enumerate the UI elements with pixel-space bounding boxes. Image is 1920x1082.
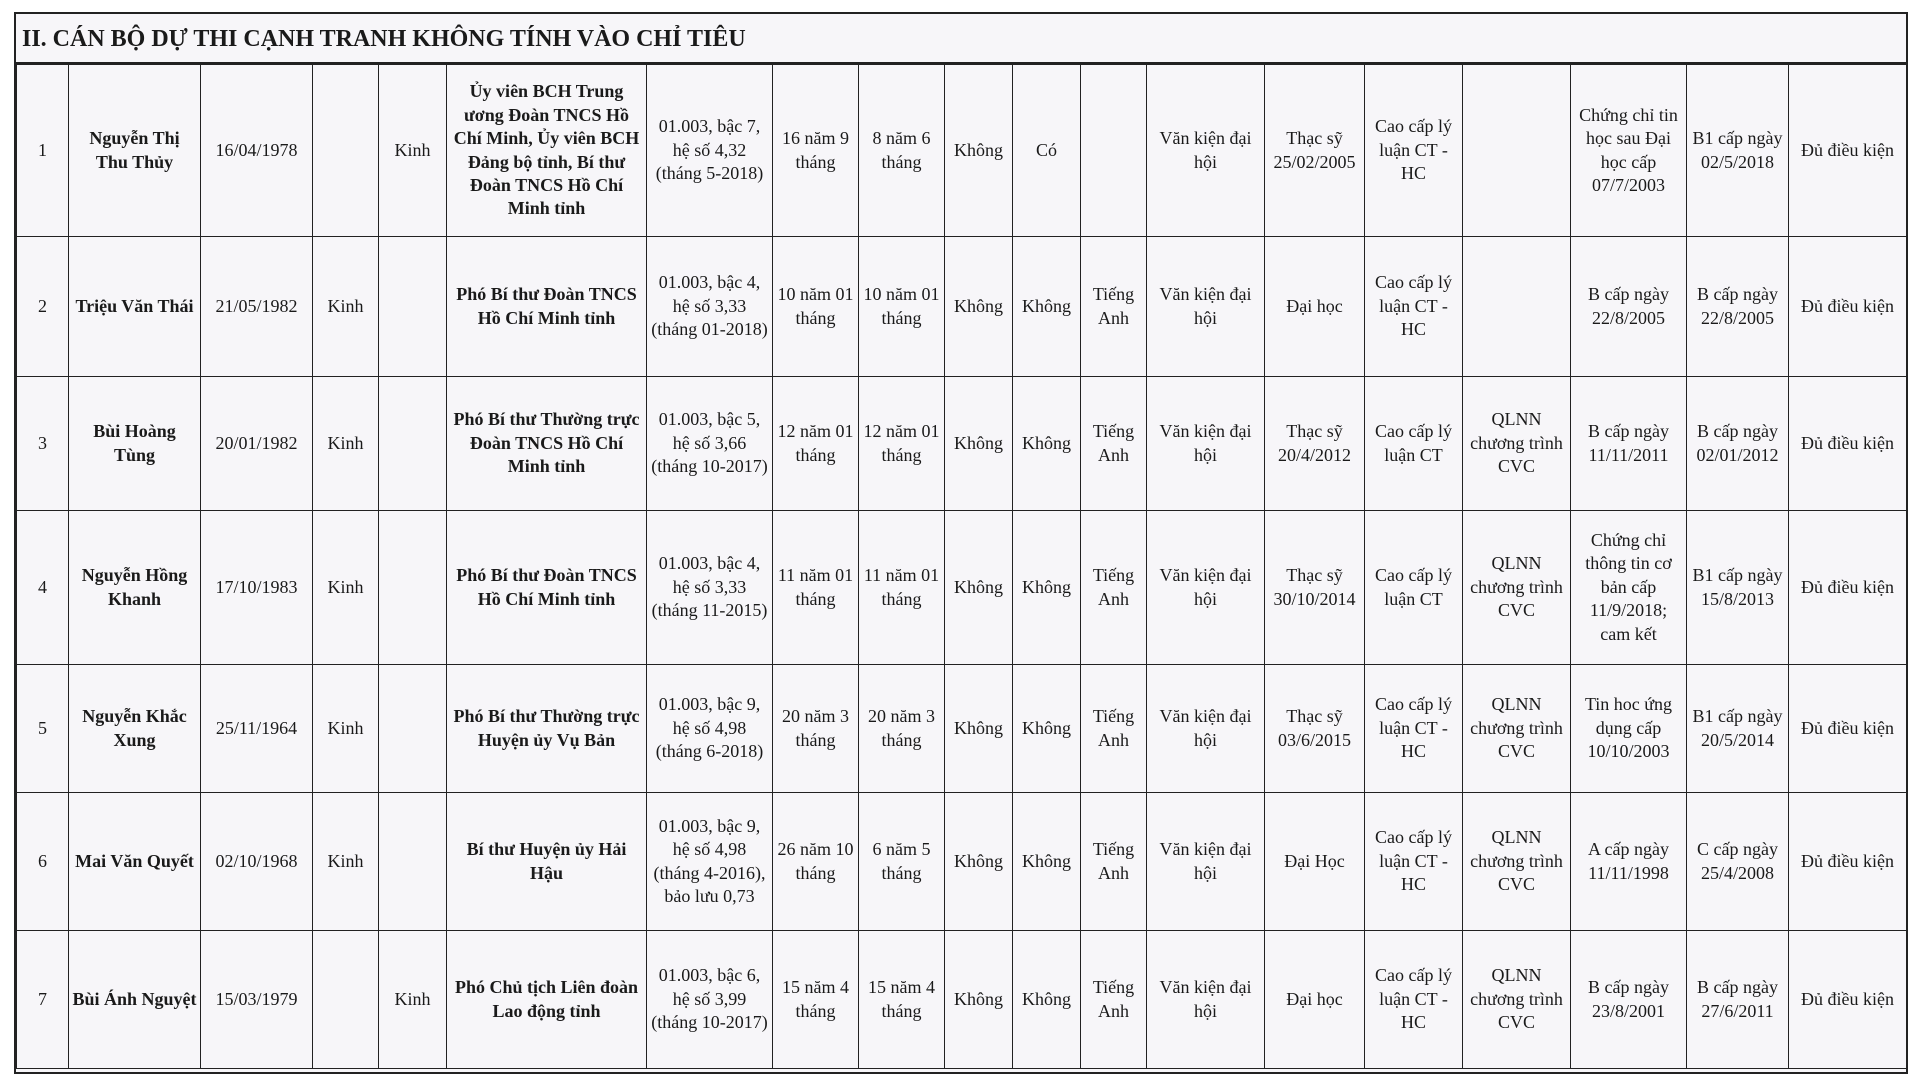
cell-language: Tiếng Anh [1081, 237, 1147, 377]
cell-it-cert: B cấp ngày 23/8/2001 [1571, 931, 1687, 1069]
cell-work-years: 15 năm 4 tháng [773, 931, 859, 1069]
cell-salary: 01.003, bậc 9, hệ số 4,98 (tháng 4-2016), bảo lưu 0,73 [647, 793, 773, 931]
cell-col-a: Không [945, 237, 1013, 377]
cell-col-b: Không [1013, 511, 1081, 665]
cell-ethnic-b [379, 237, 447, 377]
cell-lang-cert: B cấp ngày 02/01/2012 [1687, 377, 1789, 511]
cell-exam: Văn kiện đại hội [1147, 511, 1265, 665]
cell-position: Phó Chủ tịch Liên đoàn Lao động tỉnh [447, 931, 647, 1069]
cell-dob-male: 16/04/1978 [201, 65, 313, 237]
cell-lang-cert: B cấp ngày 22/8/2005 [1687, 237, 1789, 377]
cell-position-years: 11 năm 01 tháng [859, 511, 945, 665]
cell-col-a: Không [945, 377, 1013, 511]
cell-position: Phó Bí thư Đoàn TNCS Hồ Chí Minh tỉnh [447, 511, 647, 665]
cell-name: Triệu Văn Thái [69, 237, 201, 377]
cell-work-years: 26 năm 10 tháng [773, 793, 859, 931]
cell-col-b: Không [1013, 665, 1081, 793]
cell-stt: 5 [17, 665, 69, 793]
cell-stt: 3 [17, 377, 69, 511]
table-row [17, 237, 1907, 377]
cell-position-years: 15 năm 4 tháng [859, 931, 945, 1069]
cell-political: Cao cấp lý luận CT - HC [1365, 793, 1463, 931]
cell-dob-male: 21/05/1982 [201, 237, 313, 377]
cell-name: Nguyễn Khắc Xung [69, 665, 201, 793]
cell-stt: 2 [17, 237, 69, 377]
cell-education: Đại Học [1265, 793, 1365, 931]
cell-lang-cert: C cấp ngày 25/4/2008 [1687, 793, 1789, 931]
cell-col-a: Không [945, 793, 1013, 931]
cell-language: Tiếng Anh [1081, 793, 1147, 931]
cell-position: Bí thư Huyện ủy Hải Hậu [447, 793, 647, 931]
cell-col-b: Không [1013, 931, 1081, 1069]
cell-col-a: Không [945, 511, 1013, 665]
cell-col-b: Không [1013, 377, 1081, 511]
cell-name: Nguyễn Thị Thu Thủy [69, 65, 201, 237]
cell-work-years: 10 năm 01 tháng [773, 237, 859, 377]
cell-stt: 6 [17, 793, 69, 931]
cell-ethnic-a: Kinh [313, 665, 379, 793]
cell-lang-cert: B1 cấp ngày 02/5/2018 [1687, 65, 1789, 237]
cell-lang-cert: B1 cấp ngày 15/8/2013 [1687, 511, 1789, 665]
cell-ethnic-b [379, 511, 447, 665]
cell-language: Tiếng Anh [1081, 931, 1147, 1069]
cell-col-b: Có [1013, 65, 1081, 237]
cell-stt: 4 [17, 511, 69, 665]
cell-ethnic-a: Kinh [313, 237, 379, 377]
cell-ethnic-a: Kinh [313, 511, 379, 665]
cell-result: Đủ điều kiện [1789, 237, 1907, 377]
section-title: II. CÁN BỘ DỰ THI CẠNH TRANH KHÔNG TÍNH VÀO CHỈ TIÊU [16, 14, 1906, 64]
cell-position-years: 20 năm 3 tháng [859, 665, 945, 793]
cell-political: Cao cấp lý luận CT - HC [1365, 931, 1463, 1069]
cell-result: Đủ điều kiện [1789, 511, 1907, 665]
cell-state-mgmt [1463, 237, 1571, 377]
table-row [17, 511, 1907, 665]
cell-education: Đại học [1265, 931, 1365, 1069]
candidate-table [16, 64, 1907, 1069]
cell-name: Bùi Hoàng Tùng [69, 377, 201, 511]
cell-ethnic-a [313, 931, 379, 1069]
cell-lang-cert: B cấp ngày 27/6/2011 [1687, 931, 1789, 1069]
cell-state-mgmt: QLNN chương trình CVC [1463, 377, 1571, 511]
cell-dob-male: 20/01/1982 [201, 377, 313, 511]
cell-language: Tiếng Anh [1081, 511, 1147, 665]
cell-salary: 01.003, bậc 7, hệ số 4,32 (tháng 5-2018) [647, 65, 773, 237]
cell-state-mgmt: QLNN chương trình CVC [1463, 665, 1571, 793]
cell-salary: 01.003, bậc 6, hệ số 3,99 (tháng 10-2017) [647, 931, 773, 1069]
cell-ethnic-b [379, 377, 447, 511]
cell-it-cert: Chứng chỉ thông tin cơ bản cấp 11/9/2018; cam kết [1571, 511, 1687, 665]
cell-education: Thạc sỹ 25/02/2005 [1265, 65, 1365, 237]
cell-it-cert: B cấp ngày 22/8/2005 [1571, 237, 1687, 377]
table-row [17, 793, 1907, 931]
cell-position: Phó Bí thư Đoàn TNCS Hồ Chí Minh tỉnh [447, 237, 647, 377]
cell-dob-male: 15/03/1979 [201, 931, 313, 1069]
cell-stt: 7 [17, 931, 69, 1069]
table-row [17, 665, 1907, 793]
cell-exam: Văn kiện đại hội [1147, 931, 1265, 1069]
table-row [17, 931, 1907, 1069]
cell-dob-male: 25/11/1964 [201, 665, 313, 793]
cell-lang-cert: B1 cấp ngày 20/5/2014 [1687, 665, 1789, 793]
document-sheet [14, 12, 1908, 1074]
cell-language: Tiếng Anh [1081, 377, 1147, 511]
cell-position: Ủy viên BCH Trung ương Đoàn TNCS Hồ Chí Minh, Ủy viên BCH Đảng bộ tỉnh, Bí thư Đoàn TNCS Hồ Chí Minh tỉnh [447, 65, 647, 237]
cell-state-mgmt [1463, 65, 1571, 237]
cell-education: Thạc sỹ 03/6/2015 [1265, 665, 1365, 793]
cell-ethnic-b: Kinh [379, 65, 447, 237]
cell-political: Cao cấp lý luận CT - HC [1365, 665, 1463, 793]
cell-education: Thạc sỹ 20/4/2012 [1265, 377, 1365, 511]
cell-name: Bùi Ánh Nguyệt [69, 931, 201, 1069]
cell-state-mgmt: QLNN chương trình CVC [1463, 931, 1571, 1069]
table-row [17, 65, 1907, 237]
cell-political: Cao cấp lý luận CT [1365, 377, 1463, 511]
table-row [17, 377, 1907, 511]
cell-name: Nguyễn Hồng Khanh [69, 511, 201, 665]
cell-ethnic-a: Kinh [313, 793, 379, 931]
cell-ethnic-b [379, 793, 447, 931]
cell-exam: Văn kiện đại hội [1147, 665, 1265, 793]
cell-political: Cao cấp lý luận CT - HC [1365, 237, 1463, 377]
cell-work-years: 11 năm 01 tháng [773, 511, 859, 665]
cell-position-years: 12 năm 01 tháng [859, 377, 945, 511]
cell-language [1081, 65, 1147, 237]
cell-position-years: 10 năm 01 tháng [859, 237, 945, 377]
cell-work-years: 12 năm 01 tháng [773, 377, 859, 511]
cell-result: Đủ điều kiện [1789, 793, 1907, 931]
cell-position: Phó Bí thư Thường trực Đoàn TNCS Hồ Chí Minh tỉnh [447, 377, 647, 511]
cell-it-cert: Tin hoc ứng dụng cấp 10/10/2003 [1571, 665, 1687, 793]
cell-language: Tiếng Anh [1081, 665, 1147, 793]
cell-ethnic-b: Kinh [379, 931, 447, 1069]
cell-salary: 01.003, bậc 5, hệ số 3,66 (tháng 10-2017) [647, 377, 773, 511]
cell-col-a: Không [945, 65, 1013, 237]
cell-result: Đủ điều kiện [1789, 931, 1907, 1069]
cell-exam: Văn kiện đại hội [1147, 793, 1265, 931]
cell-dob-male: 02/10/1968 [201, 793, 313, 931]
cell-it-cert: Chứng chỉ tin học sau Đại học cấp 07/7/2003 [1571, 65, 1687, 237]
cell-name: Mai Văn Quyết [69, 793, 201, 931]
cell-salary: 01.003, bậc 9, hệ số 4,98 (tháng 6-2018) [647, 665, 773, 793]
cell-exam: Văn kiện đại hội [1147, 237, 1265, 377]
cell-work-years: 20 năm 3 tháng [773, 665, 859, 793]
cell-state-mgmt: QLNN chương trình CVC [1463, 793, 1571, 931]
cell-result: Đủ điều kiện [1789, 377, 1907, 511]
cell-exam: Văn kiện đại hội [1147, 65, 1265, 237]
cell-education: Đại học [1265, 237, 1365, 377]
cell-col-b: Không [1013, 237, 1081, 377]
cell-salary: 01.003, bậc 4, hệ số 3,33 (tháng 01-2018) [647, 237, 773, 377]
cell-col-b: Không [1013, 793, 1081, 931]
cell-it-cert: B cấp ngày 11/11/2011 [1571, 377, 1687, 511]
cell-col-a: Không [945, 665, 1013, 793]
cell-dob-male: 17/10/1983 [201, 511, 313, 665]
cell-it-cert: A cấp ngày 11/11/1998 [1571, 793, 1687, 931]
cell-education: Thạc sỹ 30/10/2014 [1265, 511, 1365, 665]
cell-position-years: 8 năm 6 tháng [859, 65, 945, 237]
cell-result: Đủ điều kiện [1789, 665, 1907, 793]
cell-work-years: 16 năm 9 tháng [773, 65, 859, 237]
cell-political: Cao cấp lý luận CT - HC [1365, 65, 1463, 237]
cell-col-a: Không [945, 931, 1013, 1069]
cell-result: Đủ điều kiện [1789, 65, 1907, 237]
cell-salary: 01.003, bậc 4, hệ số 3,33 (tháng 11-2015) [647, 511, 773, 665]
cell-exam: Văn kiện đại hội [1147, 377, 1265, 511]
cell-position: Phó Bí thư Thường trực Huyện ủy Vụ Bản [447, 665, 647, 793]
cell-ethnic-b [379, 665, 447, 793]
cell-position-years: 6 năm 5 tháng [859, 793, 945, 931]
cell-ethnic-a [313, 65, 379, 237]
cell-state-mgmt: QLNN chương trình CVC [1463, 511, 1571, 665]
cell-stt: 1 [17, 65, 69, 237]
cell-political: Cao cấp lý luận CT [1365, 511, 1463, 665]
cell-ethnic-a: Kinh [313, 377, 379, 511]
